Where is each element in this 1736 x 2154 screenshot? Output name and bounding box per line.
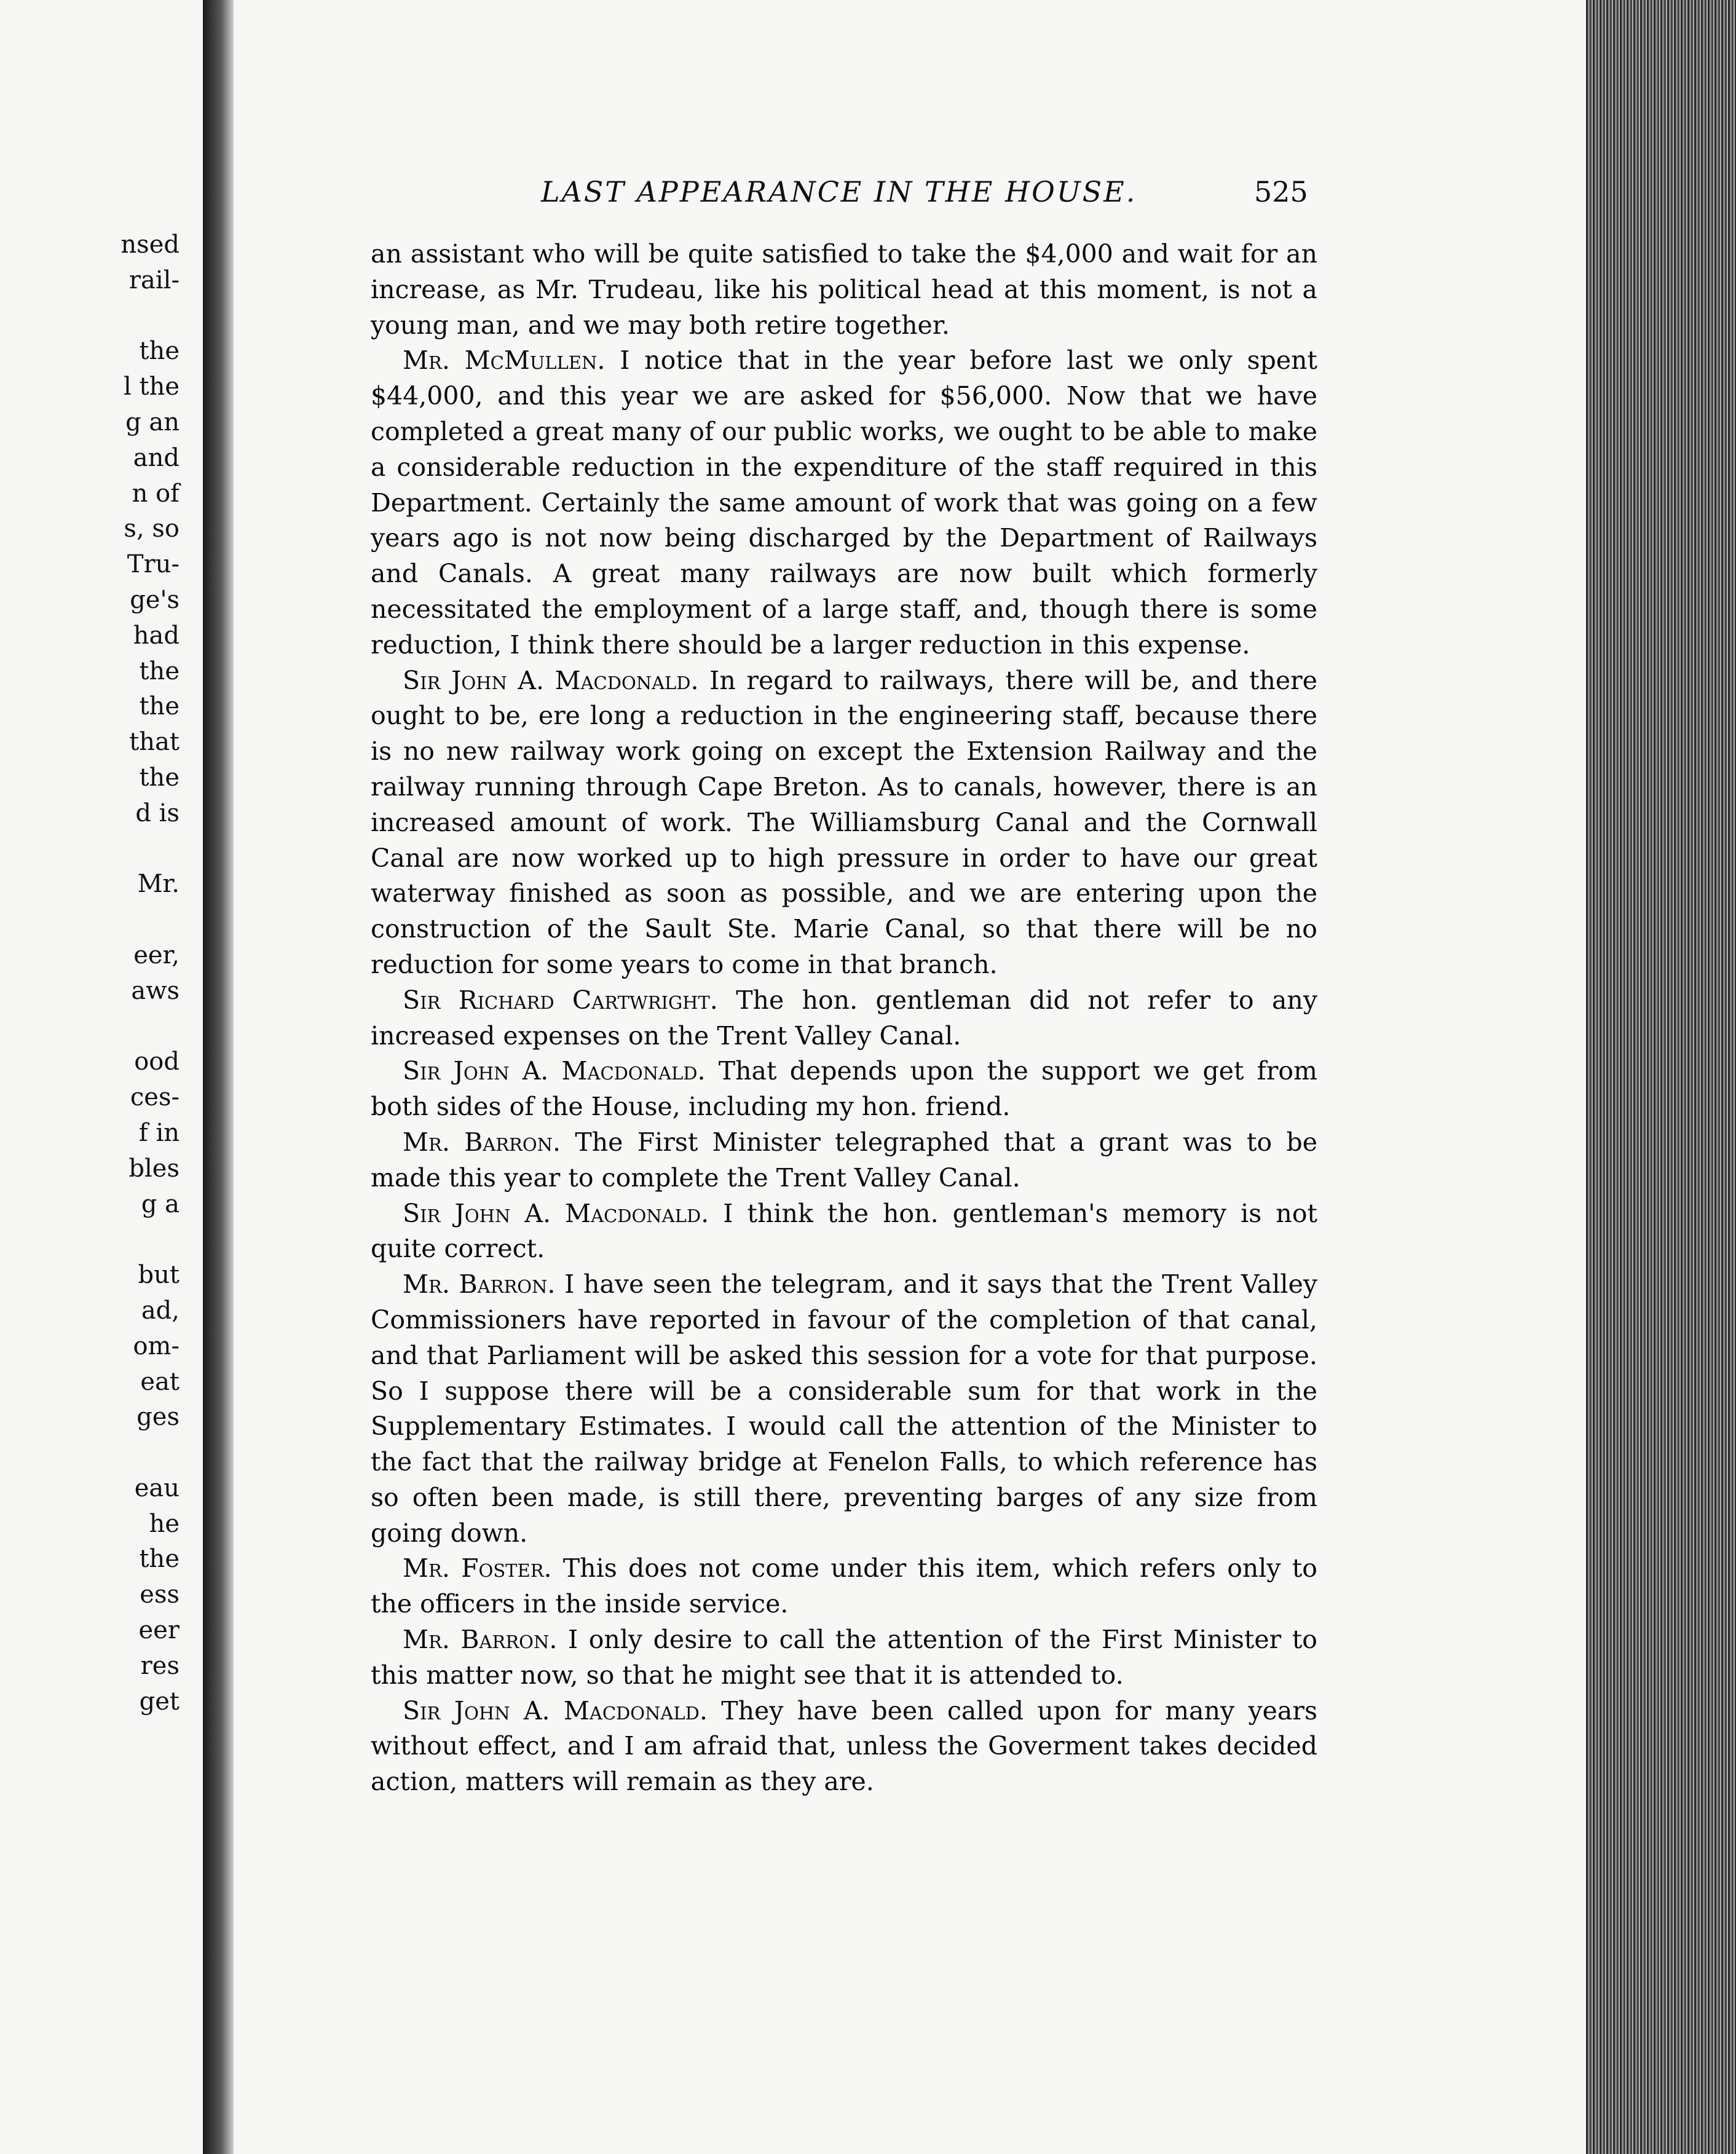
left-page-fragment	[0, 902, 180, 938]
left-page-fragment: d is	[135, 799, 180, 827]
speaker-name: Mr. Barron.	[403, 1625, 558, 1655]
paragraph	[371, 1196, 1317, 1268]
paragraph	[371, 663, 1317, 983]
page-edges	[1586, 0, 1736, 2154]
paragraph	[371, 343, 1317, 663]
left-page-fragment: eau	[134, 1473, 180, 1502]
body-text	[371, 237, 1317, 1800]
paragraph-text: The hon. gentleman did not refer to any increased expenses on the Trent Valley Canal.	[371, 985, 1317, 1051]
left-page-fragment: g a	[141, 1189, 180, 1218]
left-page-fragment: the	[139, 763, 180, 792]
left-page-fragment: g an	[125, 408, 180, 436]
paragraph-text: They have been called upon for many years without effect, and I am afraid that, unless the Goverment takes decided action, matters will remain as they are.	[371, 1695, 1317, 1797]
left-page-fragment: aws	[131, 976, 180, 1005]
left-page-fragment: the	[139, 337, 180, 366]
paragraph	[371, 1267, 1317, 1551]
left-page-fragment: bles	[128, 1154, 180, 1183]
left-page-text-fragments	[0, 227, 203, 1719]
speaker-name: Sir Richard Cartwright.	[403, 985, 718, 1015]
left-page-fragment: the	[139, 1545, 180, 1574]
paragraph-text: That depends upon the support we get from both sides of the House, including my hon. friend.	[371, 1056, 1317, 1122]
speaker-name: Sir John A. Macdonald.	[403, 1056, 706, 1086]
running-header: LAST APPEARANCE IN THE HOUSE.	[541, 175, 1137, 208]
paragraph-text: I think the hon. gentleman's memory is not quite correct.	[371, 1198, 1317, 1264]
left-page-fragment: ges	[136, 1403, 180, 1432]
speaker-name: Mr. McMullen.	[403, 345, 606, 376]
speaker-name: Mr. Barron.	[403, 1269, 556, 1300]
paragraph-text: The First Minister telegraphed that a grant was to be made this year to complete the Trent Valley Canal.	[371, 1127, 1317, 1193]
paragraph-text: I only desire to call the attention of the First Minister to this matter now, so that he might see that it is attended to.	[371, 1625, 1317, 1690]
paragraph-text: an assistant who will be quite satisfied to take the $4,000 and wait for an increase, as Mr. Trudeau, like his political head at this moment, is not a young man, and we may both retire together.	[371, 239, 1317, 340]
left-page-fragment: s, so	[124, 515, 180, 543]
paragraph	[371, 1622, 1317, 1694]
left-page-fragment: eer,	[133, 941, 180, 969]
left-page-fragment: ess	[140, 1580, 180, 1609]
left-page-fragment	[0, 299, 180, 334]
left-page-fragment: get	[139, 1687, 180, 1716]
left-page-fragment	[0, 1435, 180, 1471]
left-page-fragment: and	[133, 443, 180, 472]
paragraph-text: This does not come under this item, which refers only to the officers in the inside service.	[371, 1553, 1317, 1619]
speaker-name: Sir John A. Macdonald.	[403, 665, 699, 695]
left-page-fragment: ces-	[130, 1083, 180, 1112]
paragraph-text: In regard to railways, there will be, and there ought to be, ere long a reduction in the engineering staff, because there is no new railway work going on except the Extension Railway and the railway running through Cape Breton. As to canals, however, there is an increased amount of work. The Williamsburg Canal and the Cornwall Canal are now worked up to high pressure in order to have our great waterway finished as soon as possible, and we are entering upon the construction of the Sault Ste. Marie Canal, so that there will be no reduction for some years to come in that branch.	[371, 665, 1317, 979]
left-page-fragment: ge's	[130, 585, 180, 614]
left-page-fragment: he	[149, 1509, 180, 1538]
book-gutter	[203, 0, 234, 2154]
left-page-fragment: that	[129, 728, 180, 757]
paragraph	[371, 1125, 1317, 1196]
left-page-fragment: f in	[138, 1118, 180, 1147]
left-page-fragment: the	[139, 657, 180, 685]
speaker-name: Mr. Foster.	[403, 1553, 552, 1584]
speaker-name: Mr. Barron.	[403, 1127, 561, 1157]
left-page-fragment: ood	[134, 1047, 180, 1076]
paragraph	[371, 1054, 1317, 1125]
paragraph	[371, 1694, 1317, 1800]
speaker-name: Sir John A. Macdonald.	[403, 1695, 708, 1726]
left-page-fragment: nsed	[120, 231, 180, 259]
left-page-fragment: eer	[138, 1616, 180, 1645]
left-page-fragment: eat	[140, 1367, 180, 1396]
paragraph	[371, 237, 1317, 343]
left-page-fragment: Tru-	[127, 550, 180, 579]
left-page-fragment	[0, 832, 180, 867]
left-page-fragment: Mr.	[137, 870, 180, 899]
paragraph-text: I have seen the telegram, and it says that the Trent Valley Commissioners have reported in favour of the completion of that canal, and that Parliament will be asked this session for a vote for that purpose. So I suppose there will be a considerable sum for that work in the Supplementary Estimates. I would call the attention of the Minister to the fact that the railway bridge at Fenelon Falls, to which reference has so often been made, is still there, preventing barges of any size from going down.	[371, 1269, 1317, 1548]
paragraph-text: I notice that in the year before last we only spent $44,000, and this year we are asked for $56,000. Now that we have completed a great many of our public works, we ought to be able to make a considerable reduction in the expenditure of the staff required in this Department. Certainly the same amount of work that was going on a few years ago is not now being discharged by the Department of Railways and Canals. A great many railways are now built which formerly necessitated the employment of a large staff, and, though there is some reduction, I think there should be a larger reduction in this expense.	[371, 345, 1317, 660]
left-page-fragment: n of	[132, 479, 180, 508]
left-page-fragment: om-	[133, 1331, 180, 1360]
page-number: 525	[1254, 175, 1308, 208]
left-page-fragment: had	[133, 621, 180, 650]
left-page-fragment: res	[140, 1651, 180, 1680]
left-page-fragment: rail-	[128, 266, 180, 294]
paragraph	[371, 983, 1317, 1054]
left-page-fragment: ad,	[141, 1296, 180, 1325]
left-page-fragment: the	[139, 692, 180, 721]
left-page-fragment: but	[138, 1261, 180, 1290]
paragraph	[371, 1551, 1317, 1622]
left-page	[0, 0, 203, 2154]
left-page-fragment	[0, 1009, 180, 1045]
speaker-name: Sir John A. Macdonald.	[403, 1198, 709, 1228]
left-page-fragment	[0, 1222, 180, 1258]
left-page-fragment: l the	[123, 373, 180, 401]
